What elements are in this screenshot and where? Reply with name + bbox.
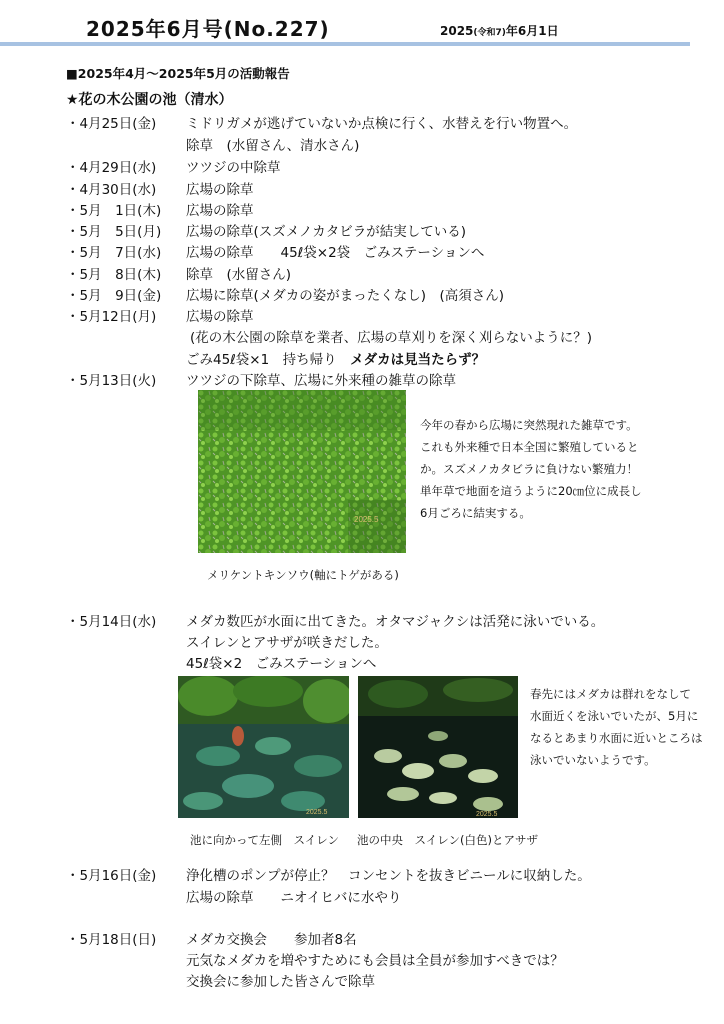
- weed-photo: [198, 390, 406, 553]
- entry-text: 浄化槽のポンプが停止？ コンセントを抜きビニールに収納した。: [186, 868, 591, 884]
- issue-date-year: 2025: [440, 24, 474, 38]
- entry-date: ・5月 5日(月): [66, 224, 162, 240]
- subsection-title: ★花の木公園の池（清水）: [66, 92, 233, 108]
- entry-text: 交換会に参加した皆さんで除草: [186, 974, 375, 990]
- header-rule: [0, 42, 690, 46]
- pond-note-line: 泳いでいないようです。: [530, 753, 656, 767]
- entry-text: メダカ交換会 参加者8名: [186, 932, 357, 948]
- entry-date: ・5月14日(水): [66, 614, 157, 630]
- pond-caption-right: 池の中央 スイレン(白色)とアサザ: [357, 833, 538, 847]
- issue-date: [440, 22, 559, 39]
- entry-date: ・5月18日(日): [66, 932, 157, 948]
- weed-caption: メリケントキンソウ(軸にトゲがある): [207, 568, 399, 582]
- entry-text: 広場の除草: [186, 203, 254, 219]
- entry-date: ・4月30日(水): [66, 182, 157, 198]
- entry-text: (花の木公園の除草を業者、広場の草刈りを深く刈らないように？): [190, 330, 593, 346]
- issue-date-era: (令和7): [473, 28, 506, 38]
- svg-text:2025.5: 2025.5: [306, 809, 328, 816]
- weed-note-line: か。スズメノカタビラに負けない繁殖力！: [420, 462, 639, 476]
- entry-date: ・4月25日(金): [66, 116, 157, 132]
- entry-text: ミドリガメが逃げていないか点検に行く、水替えを行い物置へ。: [186, 116, 578, 132]
- entry-date: ・5月 1日(木): [66, 203, 162, 219]
- entry-text: 広場の除草(スズメノカタビラが結実している): [186, 224, 466, 240]
- weed-note-line: 単年草で地面を這うように20㎝位に成長し: [420, 484, 642, 498]
- entry-text: 45ℓ袋×2 ごみステーションへ: [186, 656, 377, 672]
- weed-note: [420, 414, 642, 524]
- weed-note-line: これも外来種で日本全国に繁殖していると: [420, 440, 639, 454]
- newsletter-title: 2025年6月号(No.227): [86, 17, 330, 41]
- weed-note-line: 6月ごろに結実する。: [420, 506, 531, 520]
- svg-text:2025.5: 2025.5: [354, 515, 379, 524]
- entry-text-emphasis: メダカは見当たらず？: [350, 352, 486, 368]
- entry-text: 広場に除草(メダカの姿がまったくなし) (高須さん): [186, 288, 505, 304]
- pond-note-line: 水面近くを泳いでいたが、5月に: [530, 709, 699, 723]
- entry-text: 広場の除草: [186, 182, 254, 198]
- entry-text: メダカ数匹が水面に出てきた。オタマジャクシは活発に泳いでいる。: [186, 614, 605, 630]
- entry-text: [186, 348, 485, 368]
- entry-date: ・5月 7日(水): [66, 245, 162, 261]
- pond-note-line: なるとあまり水面に近いところは: [530, 731, 703, 745]
- entry-text-plain: ごみ45ℓ袋×1 持ち帰り: [186, 352, 351, 368]
- entry-date: ・5月 8日(木): [66, 267, 162, 283]
- weed-note-line: 今年の春から広場に突然現れた雑草です。: [420, 418, 638, 432]
- entry-date: ・4月29日(水): [66, 160, 157, 176]
- entry-text: 広場の除草 ニオイヒバに水やり: [186, 890, 402, 906]
- pond-caption-left: 池に向かって左側 スイレン: [190, 833, 339, 847]
- entry-date: ・5月12日(月): [66, 309, 157, 325]
- entry-date: ・5月 9日(金): [66, 288, 162, 304]
- svg-text:2025.5: 2025.5: [476, 811, 498, 818]
- entry-date: ・5月13日(火): [66, 373, 157, 389]
- pond-photo-left: [178, 676, 349, 818]
- entry-text: 除草 (水留さん、清水さん): [186, 138, 360, 154]
- pond-note: [530, 683, 703, 771]
- section-title: ■2025年4月～2025年5月の活動報告: [66, 66, 290, 81]
- entry-date: ・5月16日(金): [66, 868, 157, 884]
- entry-text: ツツジの下除草、広場に外来種の雑草の除草: [186, 373, 456, 389]
- pond-note-line: 春先にはメダカは群れをなして: [530, 687, 691, 701]
- pond-photo-right: [358, 676, 518, 818]
- entry-text: 除草 (水留さん): [186, 267, 292, 283]
- entry-text: ツツジの中除草: [186, 160, 281, 176]
- entry-text: スイレンとアサザが咲きだした。: [186, 635, 388, 651]
- entry-text: 広場の除草: [186, 309, 254, 325]
- entry-text: 広場の除草 45ℓ袋×2袋 ごみステーションへ: [186, 245, 485, 261]
- issue-date-rest: 年6月1日: [505, 24, 559, 38]
- entry-text: 元気なメダカを増やすためにも会員は全員が参加すべきでは？: [186, 953, 564, 969]
